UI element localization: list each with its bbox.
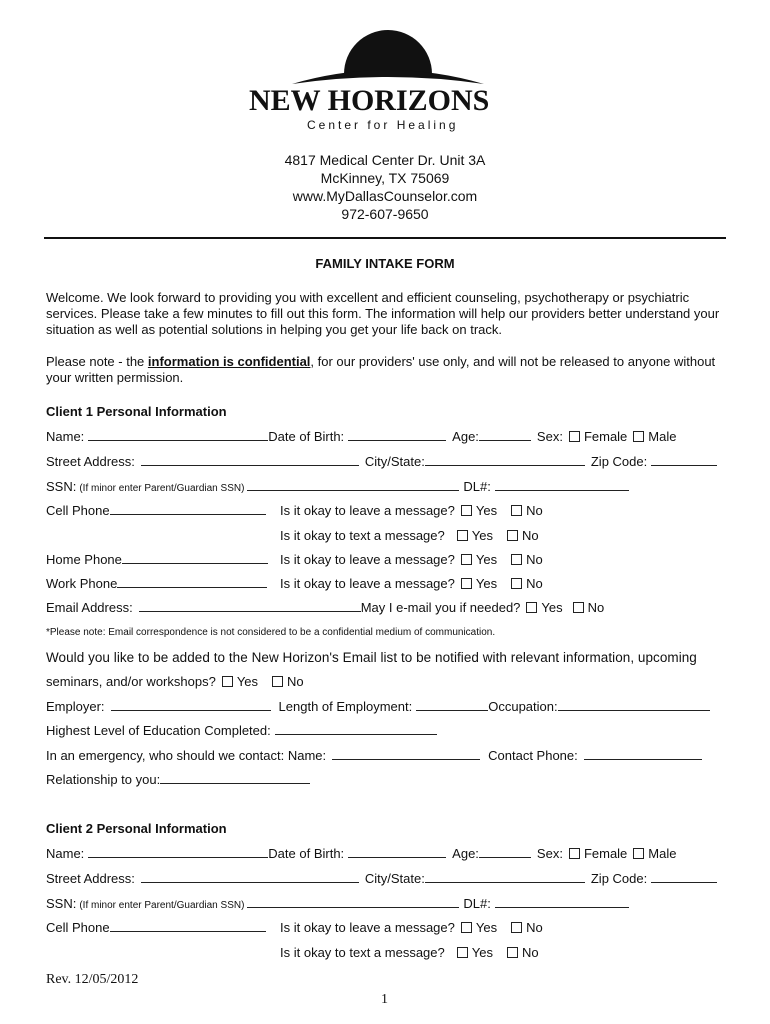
form-title: FAMILY INTAKE FORM [315, 256, 455, 271]
c1-work-leave-no-checkbox[interactable] [511, 578, 522, 589]
c1-cell-leave-no-checkbox[interactable] [511, 505, 522, 516]
c1-street-field[interactable] [141, 454, 359, 466]
c1-employer-field[interactable] [111, 699, 271, 711]
c2-cell-leave-msg: Is it okay to leave a message? Yes No [280, 920, 543, 935]
confidential-note: Please note - the information is confidential, for our providers' use only, and will not be released to anyone without your written permission. [46, 354, 716, 385]
c1-cell-text-msg: Is it okay to text a message? Yes No [280, 528, 539, 543]
phone-line: 972-607-9650 [341, 206, 429, 222]
email-confidential-note: *Please note: Email correspondence is not considered to be a confidential medium of communication. [46, 627, 496, 638]
c1-relationship-row: Relationship to you: [46, 772, 310, 788]
c1-ssn-row: SSN: (If minor enter Parent/Guardian SSN) DL#: [46, 479, 629, 497]
section1-title: Client 1 Personal Information [46, 404, 227, 419]
c1-email-row: Email Address: May I e-mail you if needed? Yes No [46, 600, 605, 615]
c2-street-row: Street Address: City/State: Zip Code: [46, 871, 717, 887]
c1-work-leave-msg: Is it okay to leave a message? Yes No [280, 576, 543, 591]
c1-street-row: Street Address: City/State: Zip Code: [46, 454, 717, 470]
c2-city-field[interactable] [425, 871, 585, 883]
revision-date: Rev. 12/05/2012 [46, 972, 139, 987]
c1-emergency-row: In an emergency, who should we contact: Name: Contact Phone: [46, 748, 702, 764]
c1-cell-text-no-checkbox[interactable] [507, 530, 518, 541]
c1-name-row: Name: Date of Birth: Age: Sex: Female Male [46, 429, 677, 444]
c2-street-field[interactable] [141, 871, 359, 883]
c1-home-field[interactable] [122, 552, 268, 564]
c1-may-email-yes-checkbox[interactable] [526, 602, 537, 613]
c2-cell-text-no-checkbox[interactable] [507, 947, 518, 958]
c1-dl-field[interactable] [495, 479, 629, 491]
email-list-question: Would you like to be added to the New Horizon's Email list to be notified with relevant information, upcoming [46, 650, 697, 665]
c1-employer-row: Employer: Length of Employment: Occupation: [46, 699, 710, 715]
c1-name-field[interactable] [88, 429, 268, 441]
c2-ssn-field[interactable] [247, 896, 459, 908]
header-divider [44, 237, 726, 239]
c1-education-row: Highest Level of Education Completed: [46, 723, 437, 739]
c1-dob-field[interactable] [348, 429, 446, 441]
c1-cell-field[interactable] [110, 503, 266, 515]
c2-zip-field[interactable] [651, 871, 717, 883]
c2-male-checkbox[interactable] [633, 848, 644, 859]
c1-ssn-field[interactable] [247, 479, 459, 491]
c1-occupation-field[interactable] [558, 699, 710, 711]
c1-may-email-no-checkbox[interactable] [573, 602, 584, 613]
page-number: 1 [381, 992, 388, 1007]
c1-age-field[interactable] [479, 429, 531, 441]
c1-work-row: Work Phone [46, 576, 267, 592]
c1-male-checkbox[interactable] [633, 431, 644, 442]
c2-name-row: Name: Date of Birth: Age: Sex: Female Male [46, 846, 677, 861]
c1-work-leave-yes-checkbox[interactable] [461, 578, 472, 589]
c1-cell-text-yes-checkbox[interactable] [457, 530, 468, 541]
c1-emergency-phone-field[interactable] [584, 748, 702, 760]
c2-cell-field[interactable] [110, 920, 266, 932]
c2-cell-text-yes-checkbox[interactable] [457, 947, 468, 958]
c1-email-field[interactable] [139, 600, 361, 612]
c1-home-leave-no-checkbox[interactable] [511, 554, 522, 565]
c1-cell-leave-msg: Is it okay to leave a message? Yes No [280, 503, 543, 518]
c1-emergency-name-field[interactable] [332, 748, 480, 760]
website-line: www.MyDallasCounselor.com [292, 188, 478, 204]
c1-female-checkbox[interactable] [569, 431, 580, 442]
c1-zip-field[interactable] [651, 454, 717, 466]
c1-education-field[interactable] [275, 723, 437, 735]
c1-work-field[interactable] [117, 576, 267, 588]
c2-ssn-row: SSN: (If minor enter Parent/Guardian SSN) DL#: [46, 896, 629, 914]
c2-cell-leave-no-checkbox[interactable] [511, 922, 522, 933]
email-list-row: seminars, and/or workshops? Yes No [46, 674, 304, 689]
c2-name-field[interactable] [88, 846, 268, 858]
c1-relationship-field[interactable] [160, 772, 310, 784]
c2-cell-leave-yes-checkbox[interactable] [461, 922, 472, 933]
c1-length-employment-field[interactable] [416, 699, 488, 711]
c1-home-leave-msg: Is it okay to leave a message? Yes No [280, 552, 543, 567]
welcome-paragraph: Welcome. We look forward to providing you with excellent and efficient counseling, psychotherapy or psychiatric services. Please take a few minutes to fill out this form. The information will help our providers better understand your situation as well as potential solutions in helping you get your life back on track. [46, 290, 720, 337]
c2-dob-field[interactable] [348, 846, 446, 858]
c1-cell-leave-yes-checkbox[interactable] [461, 505, 472, 516]
address-line: 4817 Medical Center Dr. Unit 3A [284, 152, 486, 168]
email-list-yes-checkbox[interactable] [222, 676, 233, 687]
logo-tagline: Center for Healing [307, 118, 459, 132]
c1-home-row: Home Phone [46, 552, 268, 568]
c2-female-checkbox[interactable] [569, 848, 580, 859]
c1-cell-row: Cell Phone [46, 503, 266, 519]
c1-city-field[interactable] [425, 454, 585, 466]
c2-dl-field[interactable] [495, 896, 629, 908]
c2-cell-text-msg: Is it okay to text a message? Yes No [280, 945, 539, 960]
new-horizons-logo-icon [288, 26, 488, 86]
c2-cell-row: Cell Phone [46, 920, 266, 936]
city-line: McKinney, TX 75069 [320, 170, 450, 186]
confidential-emphasis: information is confidential [147, 354, 311, 369]
logo-name: NEW HORIZONS [249, 84, 490, 117]
c2-age-field[interactable] [479, 846, 531, 858]
c1-home-leave-yes-checkbox[interactable] [461, 554, 472, 565]
section2-title: Client 2 Personal Information [46, 821, 227, 836]
email-list-no-checkbox[interactable] [272, 676, 283, 687]
